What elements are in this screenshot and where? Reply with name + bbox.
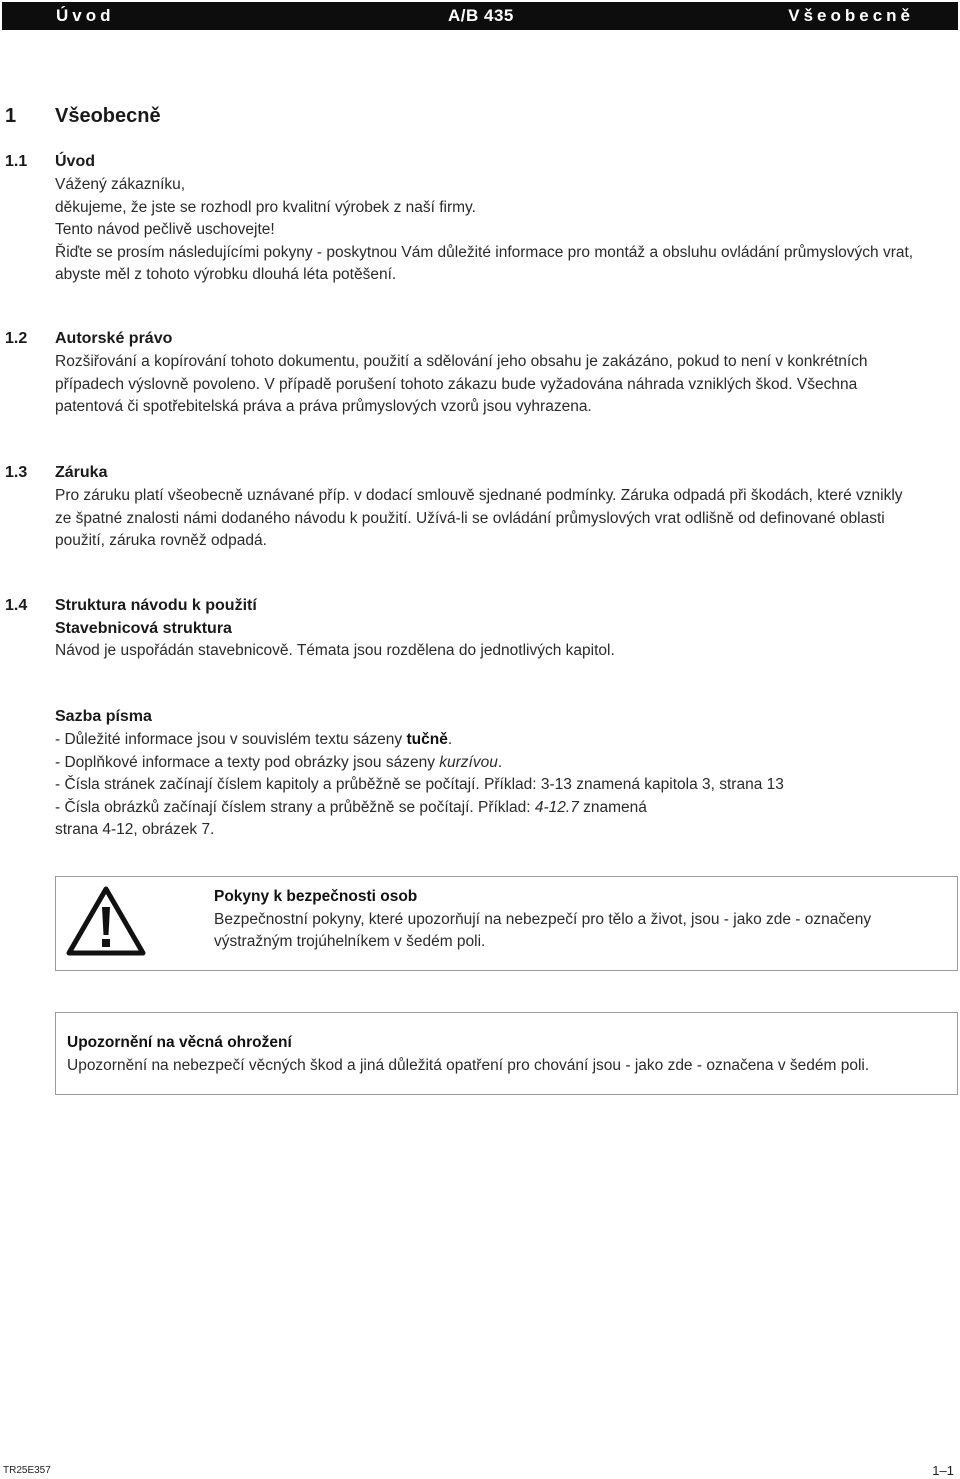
italic-example: kurzívou: [439, 753, 498, 771]
typesetting-item-bold: [55, 729, 955, 752]
chapter-number: 1: [5, 105, 17, 127]
header-section-label: Úvod: [56, 6, 115, 25]
header-model-label: A/B 435: [448, 6, 514, 25]
typesetting-item-italic: [55, 752, 955, 775]
safety-notice-box: [55, 876, 958, 971]
text-line: ze špatné znalosti námi dodaného návodu k použití. Užívá-li se ovládání průmyslových vrat odlišně od definované oblasti: [55, 509, 885, 527]
text-line: Tento návod pečlivě uschovejte!: [55, 221, 275, 238]
text-line: Rozšiřování a kopírování tohoto dokumentu, použití a sdělování jeho obsahu je zakázáno, pokud to není v konkrétních: [55, 353, 868, 370]
header-chapter-label: Všeobecně: [788, 6, 914, 25]
section-title-warranty: Záruka: [55, 464, 108, 481]
text-line: Vážený zákazníku,: [55, 176, 186, 193]
section-body-intro: [55, 174, 955, 287]
chapter-title: Všeobecně: [55, 105, 161, 127]
text-run: znamená: [578, 798, 647, 816]
text-run: - Čísla obrázků začínají číslem strany a průběžně se počítají. Příklad:: [55, 798, 535, 816]
text-run: .: [497, 753, 503, 771]
typesetting-item-pages: - Čísla stránek začínají číslem kapitoly a průběžně se počítají. Příklad: 3-13 znamená kapitola 3, strana 13: [55, 776, 784, 793]
typesetting-list: [55, 729, 955, 842]
section-title-structure: Struktura návodu k použití: [55, 597, 257, 614]
section-title-copyright: Autorské právo: [55, 330, 173, 347]
section-body-warranty: [55, 485, 955, 553]
text-run: - Důležité informace jsou v souvislém textu sázeny: [55, 731, 407, 748]
text-run: .: [447, 731, 453, 748]
safety-notice-title: Pokyny k bezpečnosti osob: [214, 888, 418, 905]
text-line: Pro záruku platí všeobecně uznávané příp. v dodací smlouvě sjednané podmínky. Záruka odpadá při škodách, které vznikly: [55, 487, 903, 504]
text-line: Návod je uspořádán stavebnicově. Témata jsou rozdělena do jednotlivých kapitol.: [55, 642, 615, 659]
text-run: - Doplňkové informace a texty pod obrázky jsou sázeny: [55, 753, 440, 771]
warning-triangle-icon: [66, 885, 146, 957]
section-number-1-1: 1.1: [5, 153, 28, 170]
property-notice-title: Upozornění na věcná ohrožení: [67, 1034, 292, 1051]
bold-example: tučně: [406, 731, 448, 748]
section-title-intro: Úvod: [55, 153, 95, 170]
section-number-1-3: 1.3: [5, 464, 28, 481]
property-notice-box: [55, 1012, 958, 1095]
section-number-1-2: 1.2: [5, 330, 28, 347]
safety-notice-content: [214, 886, 871, 954]
page-header: [2, 2, 958, 30]
text-line: Upozornění na nebezpečí věcných škod a jiná důležitá opatření pro chování jsou - jako zde - označena v šedém poli.: [67, 1056, 870, 1074]
italic-figure-example: 4-12.7: [534, 798, 579, 816]
text-line: použití, záruka rovněž odpadá.: [55, 532, 267, 549]
text-line: Bezpečnostní pokyny, které upozorňují na nebezpečí pro tělo a život, jsou - jako zde - označeny: [214, 910, 872, 928]
section-number-1-4: 1.4: [5, 597, 28, 614]
typesetting-title: Sazba písma: [55, 708, 152, 725]
page-number: 1–1: [932, 1463, 954, 1478]
section-subtitle-modular: Stavebnicová struktura: [55, 620, 232, 637]
typesetting-item-figures-cont: strana 4-12, obrázek 7.: [55, 821, 215, 838]
text-line: děkujeme, že jste se rozhodl pro kvalitní výrobek z naší firmy.: [55, 198, 476, 216]
document-code: TR25E357: [3, 1465, 51, 1476]
text-line: výstražným trojúhelníkem v šedém poli.: [214, 933, 486, 950]
text-line: Řiďte se prosím následujícími pokyny - poskytnou Vám důležité informace pro montáž a obsluhu ovládání průmyslových vrat,: [55, 243, 914, 261]
typesetting-item-figures: [55, 797, 955, 820]
section-body-copyright: [55, 351, 955, 419]
text-line: případech výslovně povoleno. V případě porušení tohoto zákazu bude vyžadována náhrada vzniklých škod. Všechna: [55, 375, 858, 393]
property-notice-content: [67, 1032, 869, 1077]
text-line: abyste měl z tohoto výrobku dlouhá léta potěšení.: [55, 266, 397, 283]
text-line: patentová či spotřebitelská práva a práva průmyslových vzorů jsou vyhrazena.: [55, 398, 592, 415]
section-body-structure: [55, 640, 955, 663]
